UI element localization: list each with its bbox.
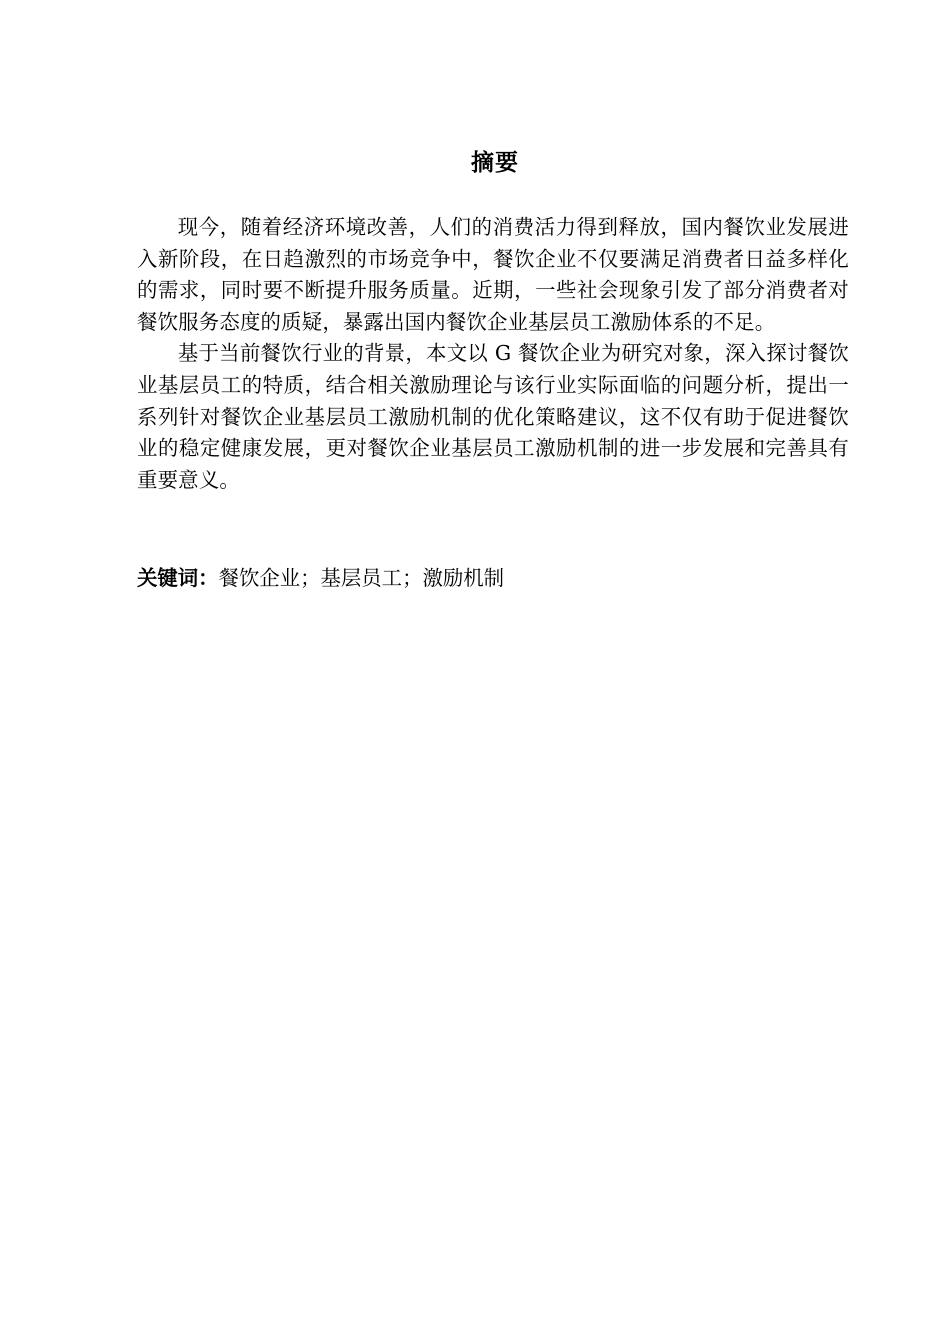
- keywords-label: 关键词：: [137, 566, 219, 590]
- keywords-values: 餐饮企业；基层员工；激励机制: [218, 566, 505, 590]
- abstract-body: [137, 212, 849, 496]
- keywords-line: [137, 562, 849, 594]
- abstract-paragraph-2: 基于当前餐饮行业的背景，本文以 G 餐饮企业为研究对象，深入探讨餐饮业基层员工的特质，结合相关激励理论与该行业实际面临的问题分析，提出一系列针对餐饮企业基层员工激励机制的优化策略建议，这不仅有助于促进餐饮业的稳定健康发展，更对餐饮企业基层员工激励机制的进一步发展和完善具有重要意义。: [137, 341, 849, 492]
- abstract-title: 摘要: [471, 150, 519, 176]
- abstract-paragraph-1: 现今，随着经济环境改善，人们的消费活力得到释放，国内餐饮业发展进入新阶段，在日趋激烈的市场竞争中，餐饮企业不仅要满足消费者日益多样化的需求，同时要不断提升服务质量。近期，一些社会现象引发了部分消费者对餐饮服务态度的质疑，暴露出国内餐饮企业基层员工激励体系的不足。: [137, 215, 849, 334]
